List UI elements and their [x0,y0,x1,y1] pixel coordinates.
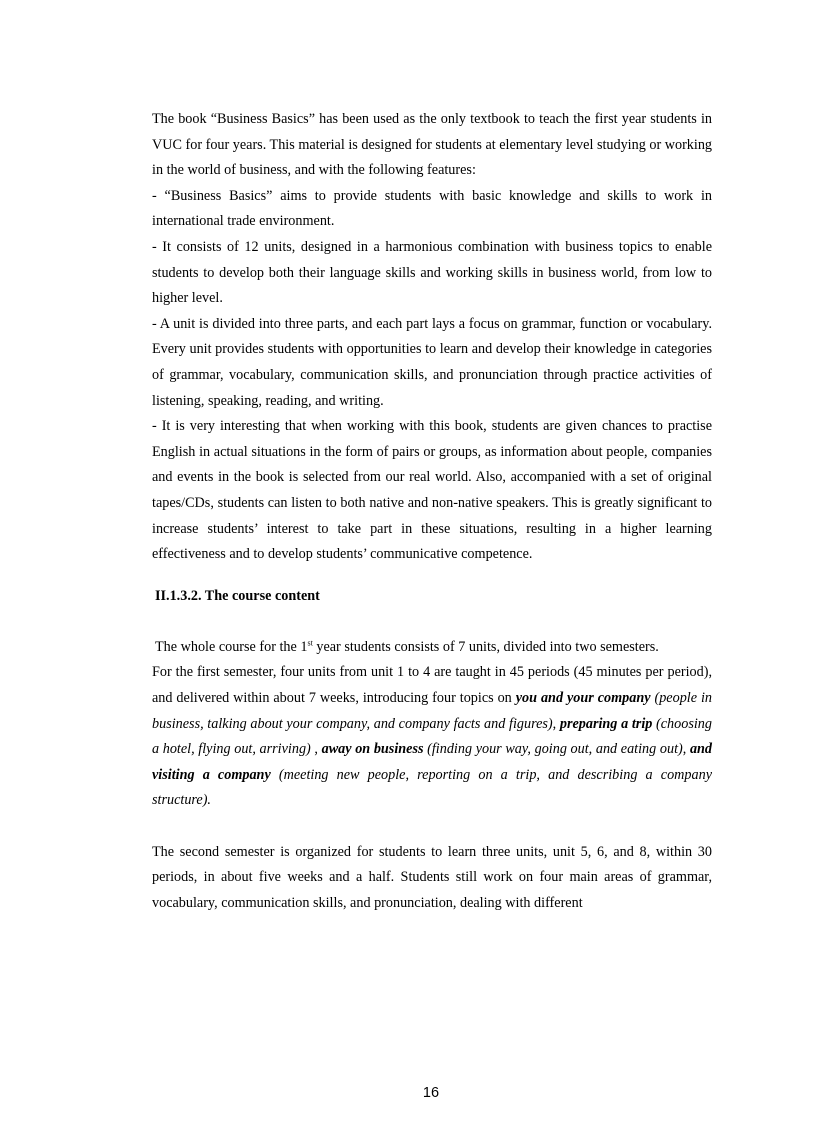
feature-item-2: - It consists of 12 units, designed in a harmonious combination with business topics to enable students to develop both their language skills and working skills in business world, from low to higher level. [152,238,712,307]
course-overview [152,635,712,661]
semester1-intro: For the first semester, four units from unit 1 to 4 are taught in 45 periods (45 minutes per period), and delivered within about 7 weeks, introducing four topics on [152,664,712,707]
intro-paragraph: The book “Business Basics” has been used as the only textbook to teach the first year students in VUC for four years. This material is designed for students at elementary level studying or working in the world of business, and with the following features: [152,111,713,179]
topic4-description: (meeting new people, reporting on a trip, and describing a company structure). [152,766,712,809]
feature-item-3: - A unit is divided into three parts, and each part lays a focus on grammar, function or vocabulary. Every unit provides students with opportunities to learn and develop their knowledge in categories of grammar, vocabulary, communication skills, and pronunciation through practice activities of listening, speaking, reading, and writing. [152,315,712,409]
overview-text-start: The whole course for the 1 [155,638,308,655]
separator: , [552,715,560,732]
semester2-paragraph: The second semester is organized for students to learn three units, unit 5, 6, and 8, within 30 periods, in about five weeks and a half. Students still work on four main areas of grammar, vocabulary, communication skills, and pronunciation, dealing with different [152,843,712,911]
topic-away-on-business: away on business [321,741,424,758]
feature-item-1: - “Business Basics” aims to provide students with basic knowledge and skills to work in international trade environment. [152,187,712,230]
spacer [152,814,712,840]
topic2-description: (choosing a hotel, flying out, arriving) [152,715,712,758]
overview-text-end: year students consists of 7 units, divided into two semesters. [312,638,659,655]
feature-item-4: - It is very interesting that when working with this book, students are given chances to practise English in actual situations in the form of pairs or groups, as information about people, companies and events in the book is selected from our real world. Also, accompanied with a set of original tapes/CDs, students can listen to both native and non-native speakers. This is greatly significant to increase students’ interest to take part in these situations, resulting in a higher learning effectiveness and to develop students’ communicative competence. [152,418,712,563]
page-number: 16 [422,1085,440,1101]
ordinal-superscript: st [307,638,313,648]
topic-preparing-a-trip: preparing a trip [559,715,653,732]
page-body [152,107,712,916]
separator: , [310,741,322,758]
separator: , [682,741,690,758]
spacer [152,609,712,635]
topic-you-and-your-company: you and your company [515,690,651,707]
topic-visiting-a-company: and visiting a company [152,741,713,783]
semester1-paragraph [152,660,712,814]
topic1-description: (people in business, talking about your company, and company facts and figures) [152,690,713,732]
section-heading: II.1.3.2. The course content [155,587,320,604]
topic3-description: (finding your way, going out, and eating out) [423,741,683,758]
